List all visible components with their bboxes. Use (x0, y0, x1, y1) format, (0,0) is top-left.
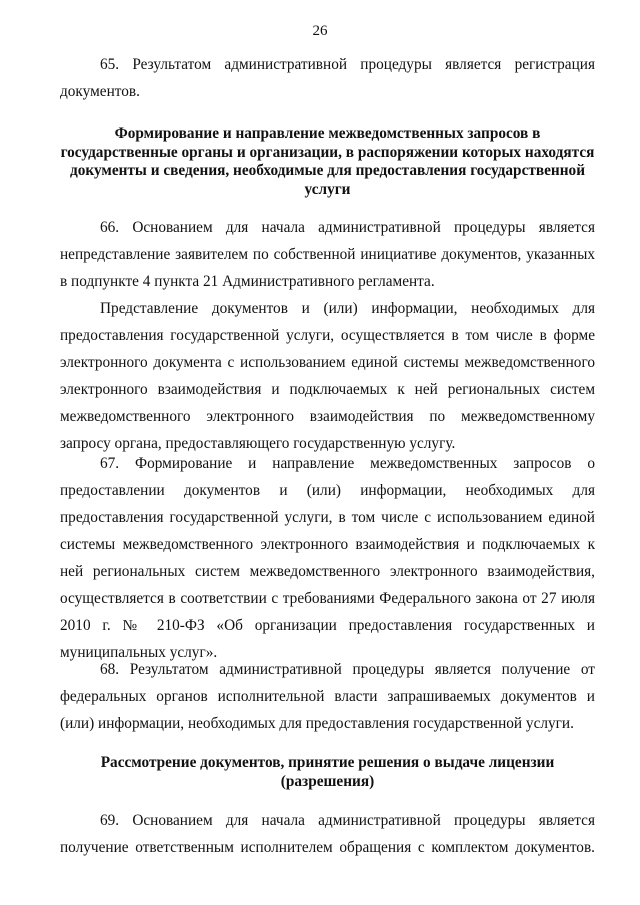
paragraph-65: 65. Результатом административной процедуры является регистрация документов. (60, 56, 595, 100)
paragraph-69: 69. Основанием для начала административной процедуры является получение ответственным исполнителем обращения с комплектом документов. (60, 812, 595, 856)
paragraph-67: 67. Формирование и направление межведомственных запросов о предоставлении документов и (или) информации, необходимых для предоставления государственной услуги, в том числе с использованием единой системы межведомственного электронного взаимодействия и подключаемых к ней региональных систем межведомственного электронного взаимодействия, осуществляется в соответствии с требованиями Федерального закона от 27 июля 2010 г. № 210-ФЗ «Об организации предоставления государственных и муниципальных услуг». (60, 455, 595, 661)
section-heading-document-review: Рассмотрение документов, принятие решения о выдаче лицензии (разрешения) (100, 754, 555, 790)
paragraph-66-continuation: Представление документов и (или) информации, необходимых для предоставления государственной услуги, осуществляется в том числе в форме электронного документа с использованием единой системы межведомственного электронного взаимодействия и подключаемых к ней региональных систем межведомственного электронного взаимодействия по межведомственному запросу органа, предоставляющего государственную услугу. (60, 300, 595, 452)
paragraph-66: 66. Основанием для начала административной процедуры является непредставление заявителем по собственной инициативе документов, указанных в подпункте 4 пункта 21 Административного регламента. (60, 219, 595, 290)
section-heading-interagency-requests: Формирование и направление межведомственных запросов в государственные органы и организации, в распоряжении которых находятся документы и сведения, необходимые для предоставления государственной услуги (60, 125, 595, 198)
paragraph-68: 68. Результатом административной процедуры является получение от федеральных органов исполнительной власти запрашиваемых документов и (или) информации, необходимых для предоставления государственной услуги. (60, 661, 595, 732)
page-number: 26 (312, 23, 328, 39)
